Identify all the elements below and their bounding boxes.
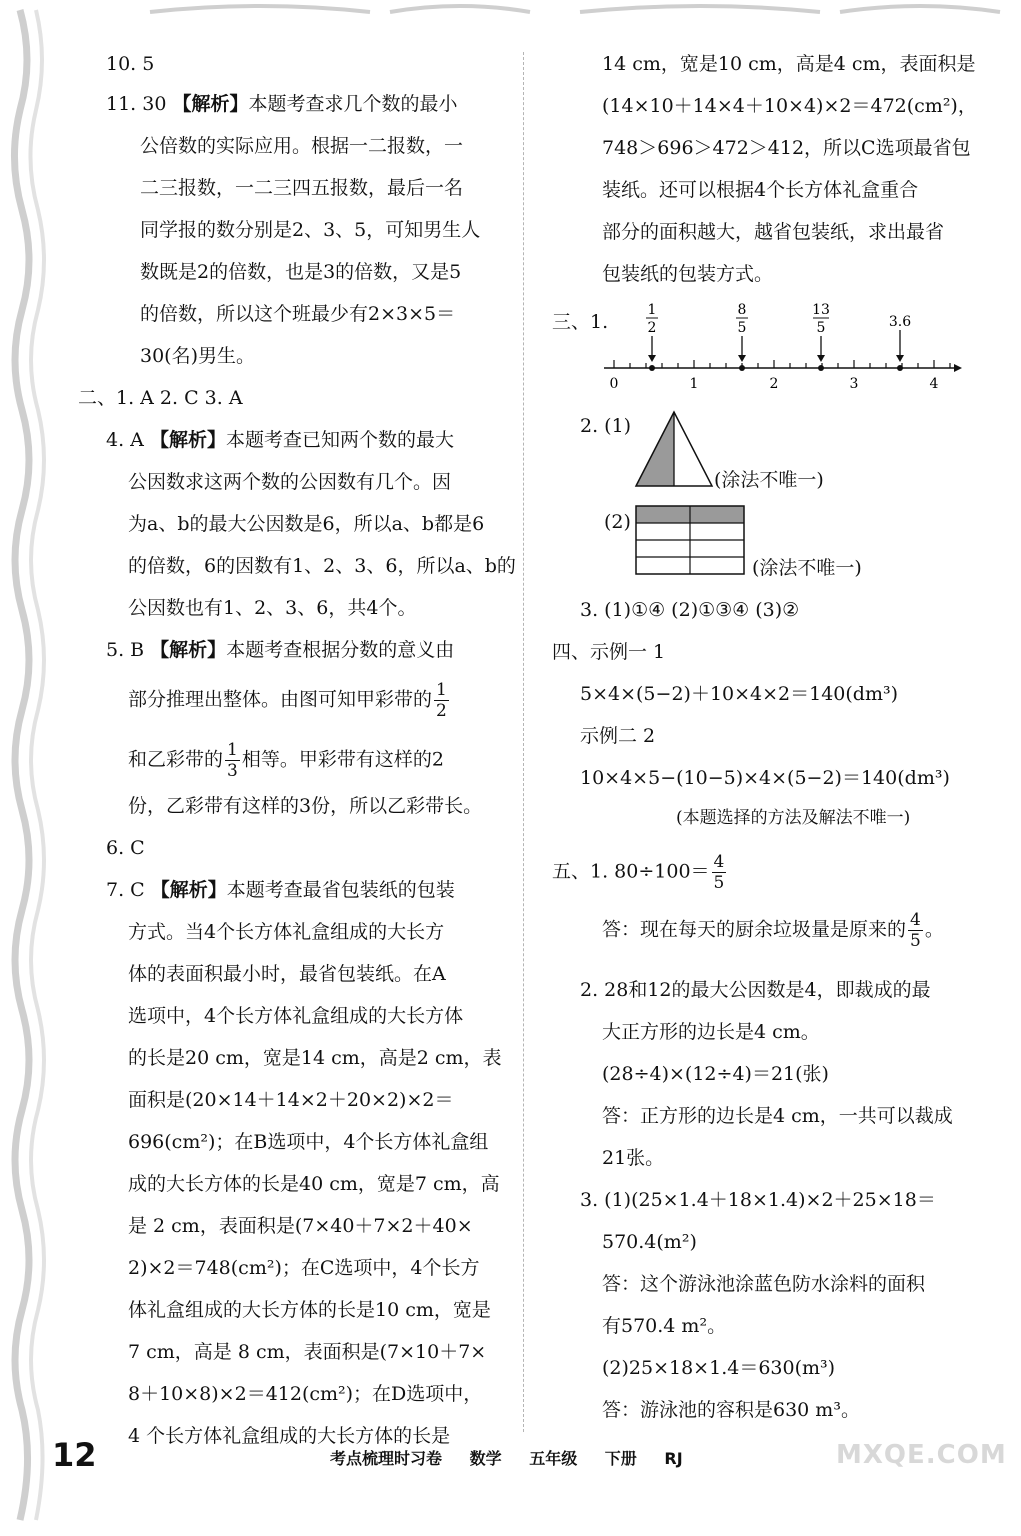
answer-line: 2. 28和12的最大公因数是4，即裁成的最 [580, 979, 931, 1001]
answer-line: 装纸。还可以根据4个长方体礼盒重合 [602, 179, 919, 201]
down-arrow-icon [896, 330, 904, 362]
subject: 数学 [469, 1449, 502, 1468]
answer-line: 696(cm²)；在B选项中，4个长方体礼盒组 [128, 1131, 489, 1153]
answer-line: 答：这个游泳池涂蓝色防水涂料的面积 [602, 1273, 926, 1295]
answer-line: 公因数求这两个数的公因数有几个。因 [128, 471, 452, 493]
point-marker [818, 365, 824, 371]
grade: 五年级 [529, 1449, 578, 1468]
answer-line: (14×10＋14×4＋10×4)×2＝472(cm²)， [602, 95, 977, 117]
answer-line: 同学报的数分别是2、3、5，可知男生人 [140, 219, 481, 241]
answer-line: 答：正方形的边长是4 cm，一共可以裁成 [602, 1105, 953, 1127]
answer-line: 570.4(m²) [602, 1231, 697, 1253]
answer-line: 数既是2的倍数，也是3的倍数，又是5 [140, 261, 462, 283]
shaded-cell [690, 506, 744, 523]
answer-line: 方式。当4个长方体礼盒组成的大长方 [128, 921, 445, 943]
answer-line: 体礼盒组成的大长方体的长是10 cm，宽是 [128, 1299, 491, 1321]
answer-line: 10. 5 [106, 53, 155, 75]
label-denominator: 5 [737, 320, 747, 336]
note: (涂法不唯一) [714, 469, 824, 491]
answer-line: 体的表面积最小时，最省包装纸。在A [128, 963, 446, 985]
point-marker [897, 365, 903, 371]
answer-line: 748＞696＞472＞412，所以C选项最省包 [602, 137, 971, 159]
down-arrow-icon [817, 336, 825, 362]
tick-label: 3 [849, 376, 859, 390]
rectangle-grid-figure [634, 504, 748, 578]
section-heading: 五、1. 80÷100＝ $\frac{4}{5}$ [552, 852, 725, 893]
answer-line: 和乙彩带的 $\frac{1}{3}$ 相等。甲彩带有这样的2 [128, 740, 444, 781]
answer-line: 大正方形的边长是4 cm。 [602, 1021, 820, 1043]
answer-line: 14 cm，宽是10 cm，高是4 cm，表面积是 [602, 53, 976, 75]
footer-info [330, 1446, 705, 1469]
fraction: $\frac{1}{3}$ [227, 740, 238, 781]
answer-line: 面积是(20×14＋14×2＋20×2)×2＝ [128, 1089, 454, 1111]
shaded-cell [636, 506, 690, 523]
answer-line: 7. C 【解析】本题考查最省包装纸的包装 [106, 879, 455, 901]
answer-line: 成的大长方体的长是40 cm，宽是7 cm，高 [128, 1173, 500, 1195]
answer-line: (2)25×18×1.4＝630(m³) [602, 1357, 836, 1379]
answer-line: 6. C [106, 837, 145, 859]
tick-label: 2 [769, 376, 779, 390]
point-marker [649, 365, 655, 371]
answer-line: 5×4×(5−2)＋10×4×2＝140(dm³) [580, 683, 899, 705]
arrow-head-icon [954, 364, 962, 372]
answer-line: 示例二 2 [580, 725, 656, 747]
fraction: $\frac{4}{5}$ [910, 910, 921, 951]
page-number: 12 [52, 1436, 97, 1474]
tick-label: 1 [689, 376, 699, 390]
section-heading: 三、1. [552, 311, 609, 333]
down-arrow-icon [738, 336, 746, 362]
label-denominator: 2 [647, 320, 657, 336]
answer-line: 11. 30 【解析】本题考查求几个数的最小 [106, 93, 458, 115]
note: (涂法不唯一) [752, 557, 862, 579]
answer-line: 4. A 【解析】本题考查已知两个数的最大 [106, 429, 454, 451]
volume: 下册 [604, 1449, 637, 1468]
answer-line: 3. (1)(25×1.4＋18×1.4)×2＋25×18＝ [580, 1189, 936, 1211]
answer-line: 份，乙彩带有这样的3份，所以乙彩带长。 [128, 795, 483, 817]
edition: RJ [664, 1449, 683, 1468]
number-line-figure [600, 300, 970, 390]
fraction: $\frac{4}{5}$ [713, 852, 725, 893]
point-marker [739, 365, 745, 371]
fraction: $\frac{1}{2}$ [436, 680, 447, 721]
label-numerator: 13 [812, 302, 830, 318]
section-heading: 二、1. A 2. C 3. A [78, 387, 243, 409]
watermark: MXQE.COM [836, 1440, 1007, 1470]
answer-line: (28÷4)×(12÷4)＝21(张) [602, 1063, 829, 1085]
label-denominator: 5 [816, 320, 826, 336]
answer-line: 7 cm，高是 8 cm，表面积是(7×10＋7× [128, 1341, 487, 1363]
answer-line: 21张。 [602, 1147, 665, 1169]
answer-line: 答：现在每天的厨余垃圾量是原来的 $\frac{4}{5}$ 。 [602, 910, 944, 951]
answer-line: 部分的面积越大，越省包装纸，求出最省 [602, 221, 945, 243]
answer-line: 30(名)男生。 [140, 345, 256, 367]
answer-line: 二三报数，一二三四五报数，最后一名 [140, 177, 464, 199]
answer-line: 公倍数的实际应用。根据一二报数，一 [140, 135, 464, 157]
answer-line: 的倍数，所以这个班最少有2×3×5＝ [140, 303, 456, 325]
tick-label: 0 [609, 376, 619, 390]
answer-line: 部分推理出整体。由图可知甲彩带的 $\frac{1}{2}$ [128, 680, 447, 721]
answer-line: 2)×2＝748(cm²)；在C选项中，4个长方 [128, 1257, 480, 1279]
label-decimal: 3.6 [888, 314, 912, 330]
answer-line: 的长是20 cm，宽是14 cm，高是2 cm，表 [128, 1047, 502, 1069]
answer-line: 有570.4 m²。 [602, 1315, 727, 1337]
answer-line: 答：游泳池的容积是630 m³。 [602, 1399, 860, 1421]
answer-line: 5. B 【解析】本题考查根据分数的意义由 [106, 639, 455, 661]
answer-line: 是 2 cm，表面积是(7×40＋7×2＋40× [128, 1215, 473, 1237]
section-heading: 四、示例一 1 [552, 641, 666, 663]
answer-line: (2) [604, 511, 631, 533]
answer-line: 包装纸的包装方式。 [602, 263, 774, 285]
answer-line: 2. (1) [580, 415, 632, 437]
down-arrow-icon [648, 336, 656, 362]
label-numerator: 1 [647, 302, 657, 318]
answer-line: 选项中，4个长方体礼盒组成的大长方体 [128, 1005, 464, 1027]
answer-line: 10×4×5−(10−5)×4×(5−2)＝140(dm³) [580, 767, 950, 789]
column-divider [523, 52, 524, 1432]
answer-line: 4 个长方体礼盒组成的大长方体的长是 [128, 1425, 451, 1447]
tick-label: 4 [929, 376, 939, 390]
answer-line: 的倍数，6的因数有1、2、3、6，所以a、b的 [128, 555, 516, 577]
answer-line: 8＋10×8)×2＝412(cm²)；在D选项中， [128, 1383, 483, 1405]
answer-line: 为a、b的最大公因数是6，所以a、b都是6 [128, 513, 485, 535]
book-title: 考点梳理时习卷 [330, 1449, 443, 1468]
triangle-figure [632, 410, 716, 490]
note: (本题选择的方法及解法不唯一) [676, 808, 911, 828]
label-numerator: 8 [737, 302, 747, 318]
answer-line: 公因数也有1、2、3、6，共4个。 [128, 597, 417, 619]
answer-line: 3. (1)①④ (2)①③④ (3)② [580, 599, 800, 621]
